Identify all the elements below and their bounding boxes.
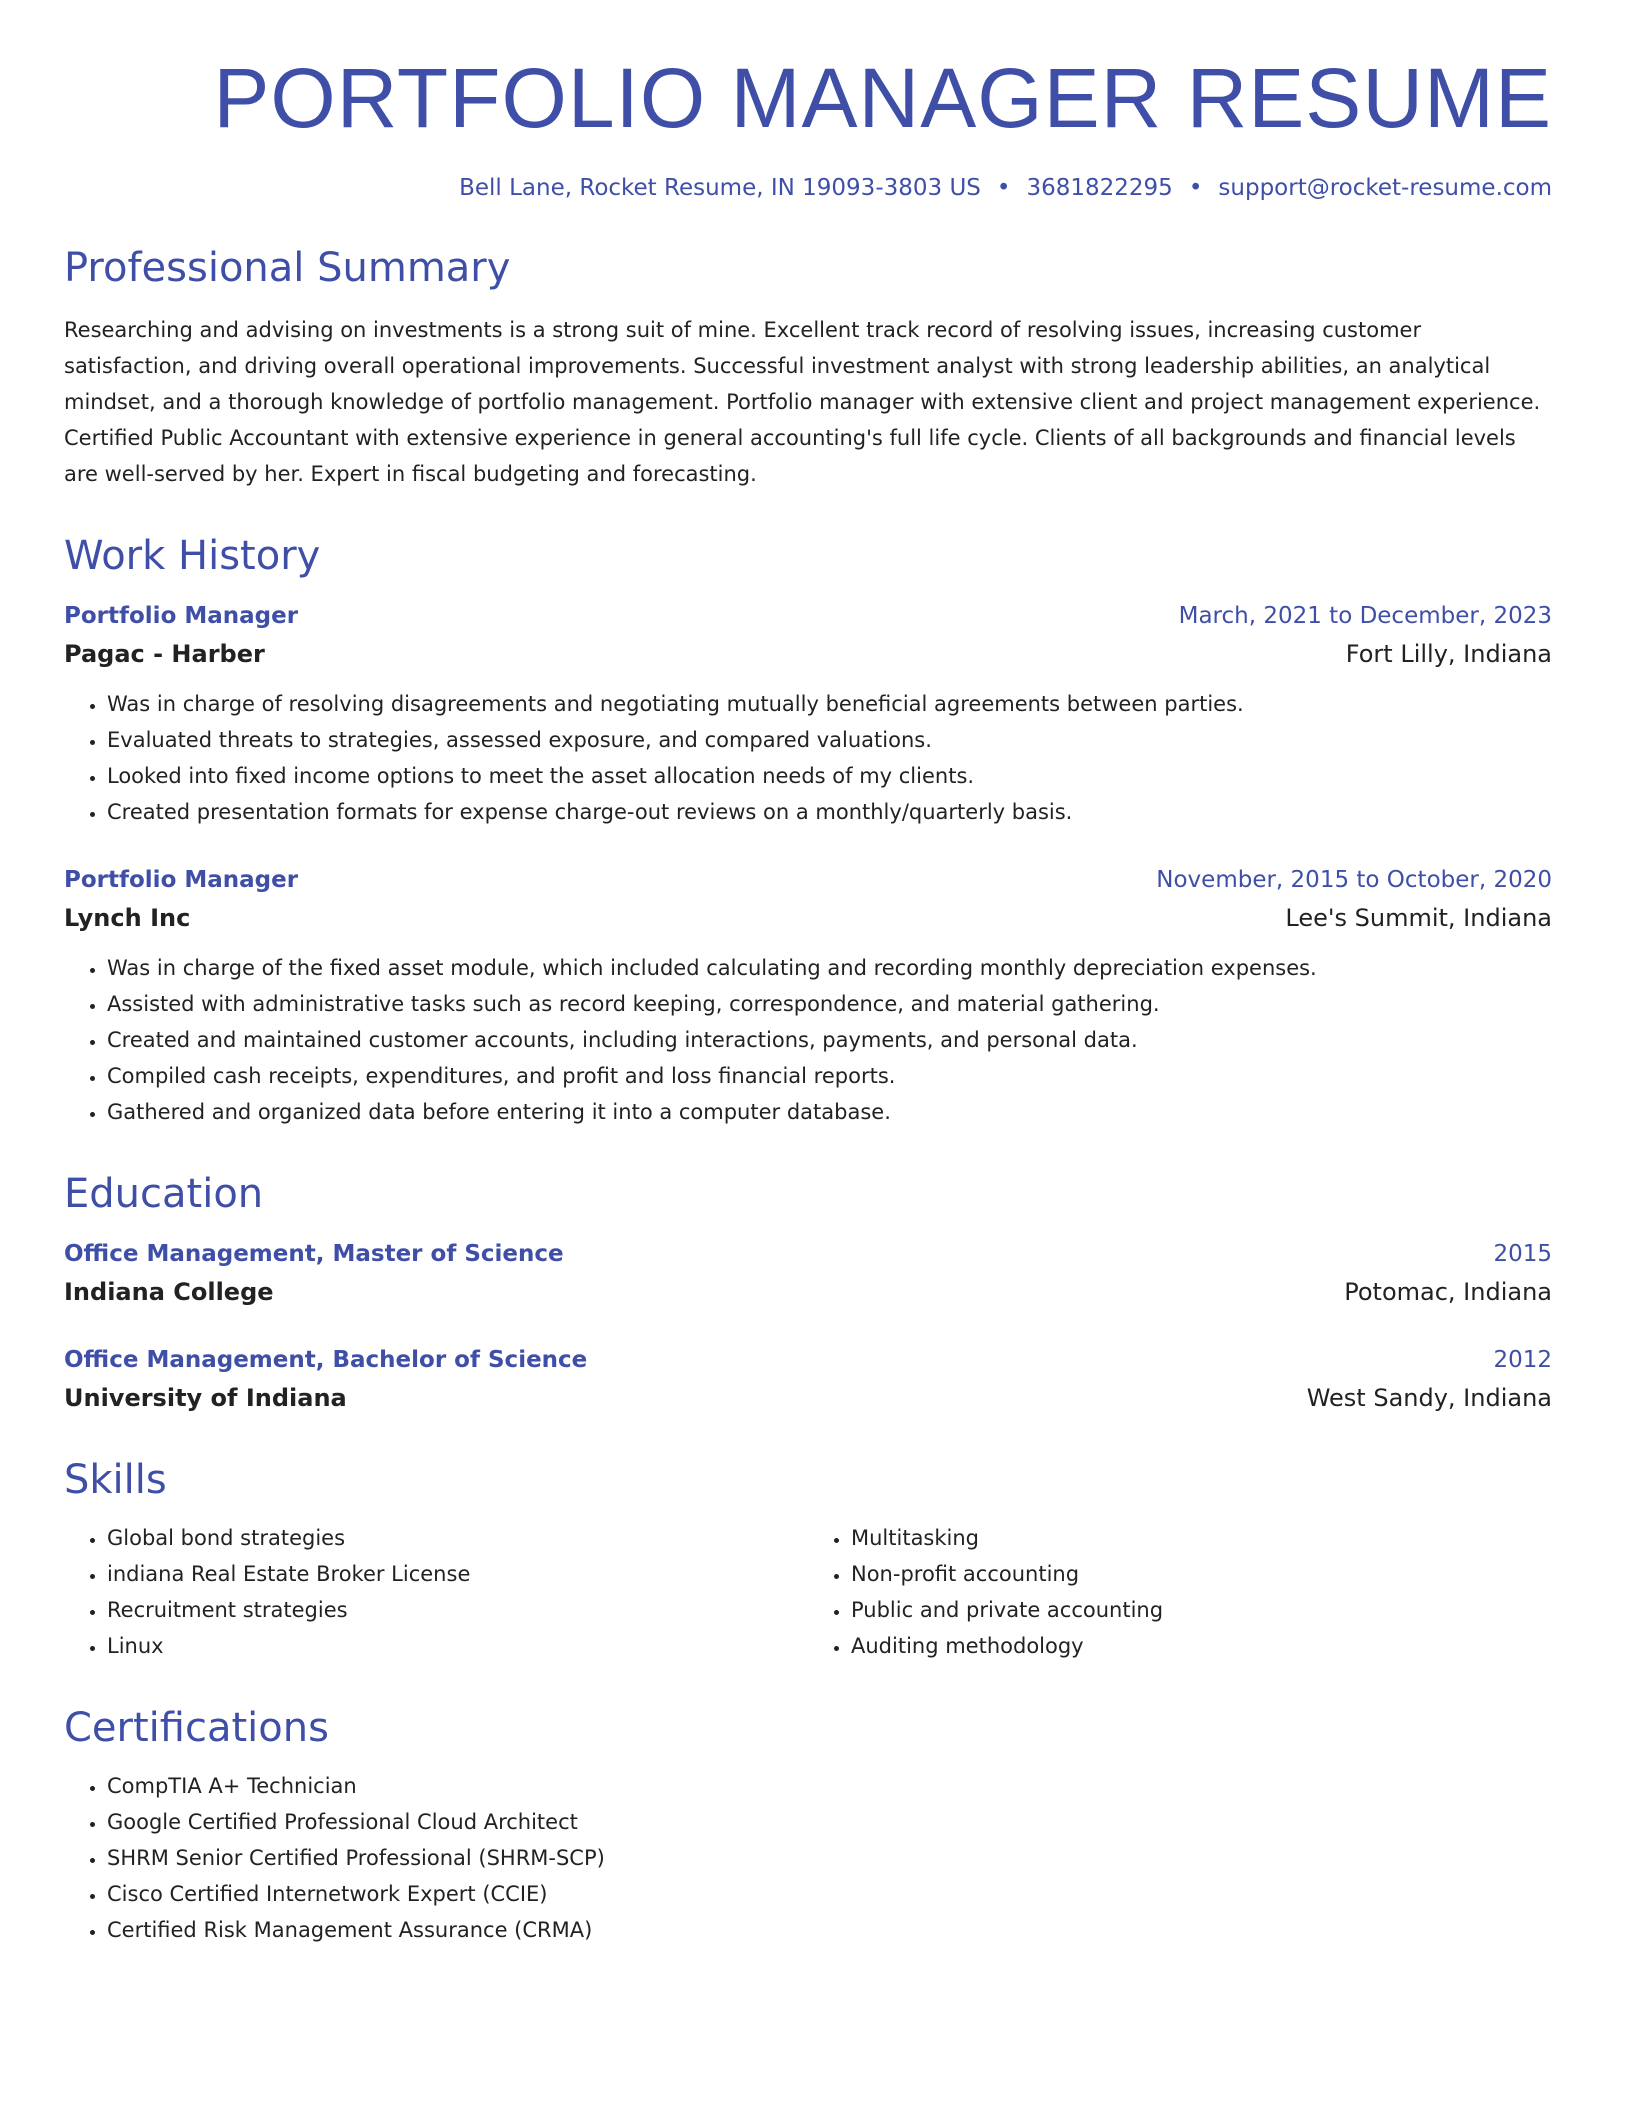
contact-phone: 3681822295 xyxy=(1026,175,1173,201)
contact-separator: • xyxy=(996,175,1011,201)
job-company: Lynch Inc xyxy=(64,904,191,932)
education-location: West Sandy, Indiana xyxy=(1306,1384,1552,1412)
summary-text: Researching and advising on investments is a strong suit of mine. Excellent track record of resolving issues, increasing customer satisfaction, and driving overall operational improvements. Successful investment analyst with strong leadership abilities, an analytical mindset, and a thorough knowledge of portfolio management. Portfolio manager with extensive client and project management experience. Certified Public Accountant with extensive experience in general accounting's full life cycle. Clients of all backgrounds and financial levels are well-served by her. Expert in fiscal budgeting and forecasting. xyxy=(64,318,1541,486)
job-bullet: • Compiled cash receipts, expenditures, and profit and loss financial reports. xyxy=(107,1058,1552,1094)
contact-address: Bell Lane, Rocket Resume, IN 19093-3803 US xyxy=(459,175,981,201)
job-bullet: • Was in charge of resolving disagreements and negotiating mutually beneficial agreements between parties. xyxy=(107,686,1552,722)
skill-item: • Auditing methodology xyxy=(851,1628,1552,1664)
certification-item: • Cisco Certified Internetwork Expert (CCIE) xyxy=(107,1876,1552,1912)
section-title-summary: Professional Summary xyxy=(64,245,511,291)
skill-item: • Linux xyxy=(107,1628,808,1664)
certification-item: • Google Certified Professional Cloud Architect xyxy=(107,1804,1552,1840)
job-bullet: • Evaluated threats to strategies, assessed exposure, and compared valuations. xyxy=(107,722,1552,758)
skills-columns xyxy=(64,1520,1552,1664)
education-location: Potomac, Indiana xyxy=(1344,1278,1552,1306)
section-title-education: Education xyxy=(64,1171,264,1217)
education-entry xyxy=(64,1344,1552,1416)
job-bullet: • Was in charge of the fixed asset module, which included calculating and recording monthly depreciation expenses. xyxy=(107,950,1552,986)
certification-item: • Certified Risk Management Assurance (CRMA) xyxy=(107,1912,1552,1948)
job-company: Pagac - Harber xyxy=(64,640,265,668)
job-bullets xyxy=(64,950,1552,1130)
section-title-work-history: Work History xyxy=(64,533,321,579)
job-bullet: • Looked into fixed income options to meet the asset allocation needs of my clients. xyxy=(107,758,1552,794)
job-entry xyxy=(64,864,1552,1130)
job-bullet: • Created and maintained customer accounts, including interactions, payments, and personal data. xyxy=(107,1022,1552,1058)
skill-item: • Non-profit accounting xyxy=(851,1556,1552,1592)
education-year: 2015 xyxy=(1493,1241,1552,1267)
job-dates: March, 2021 to December, 2023 xyxy=(1178,603,1552,629)
skill-item: • Global bond strategies xyxy=(107,1520,808,1556)
job-bullets xyxy=(64,686,1552,830)
contact-separator: • xyxy=(1188,175,1203,201)
education-school: University of Indiana xyxy=(64,1384,347,1412)
job-role: Portfolio Manager xyxy=(64,603,299,629)
job-location: Lee's Summit, Indiana xyxy=(1285,904,1552,932)
skills-list-left xyxy=(64,1520,808,1664)
job-role: Portfolio Manager xyxy=(64,867,299,893)
job-entry xyxy=(64,600,1552,830)
skill-item: • Multitasking xyxy=(851,1520,1552,1556)
job-dates: November, 2015 to October, 2020 xyxy=(1156,867,1552,893)
contact-email[interactable]: support@rocket-resume.com xyxy=(1218,175,1552,201)
contact-line xyxy=(64,172,1552,204)
education-entry xyxy=(64,1238,1552,1310)
section-title-certifications: Certifications xyxy=(64,1705,329,1751)
certifications-list xyxy=(64,1768,1552,1948)
certification-item: • CompTIA A+ Technician xyxy=(107,1768,1552,1804)
job-bullet: • Assisted with administrative tasks such as record keeping, correspondence, and material gathering. xyxy=(107,986,1552,1022)
skill-item: • Public and private accounting xyxy=(851,1592,1552,1628)
job-location: Fort Lilly, Indiana xyxy=(1345,640,1552,668)
resume-title: PORTFOLIO MANAGER RESUME xyxy=(213,51,1552,145)
education-degree: Office Management, Bachelor of Science xyxy=(64,1347,588,1373)
education-year: 2012 xyxy=(1493,1347,1552,1373)
skill-item: • indiana Real Estate Broker License xyxy=(107,1556,808,1592)
education-school: Indiana College xyxy=(64,1278,274,1306)
section-title-skills: Skills xyxy=(64,1457,167,1503)
education-degree: Office Management, Master of Science xyxy=(64,1241,564,1267)
certification-item: • SHRM Senior Certified Professional (SHRM-SCP) xyxy=(107,1840,1552,1876)
job-bullet: • Gathered and organized data before entering it into a computer database. xyxy=(107,1094,1552,1130)
resume-page xyxy=(64,40,1552,1948)
skill-item: • Recruitment strategies xyxy=(107,1592,808,1628)
skills-list-right xyxy=(808,1520,1552,1664)
job-bullet: • Created presentation formats for expense charge-out reviews on a monthly/quarterly basis. xyxy=(107,794,1552,830)
